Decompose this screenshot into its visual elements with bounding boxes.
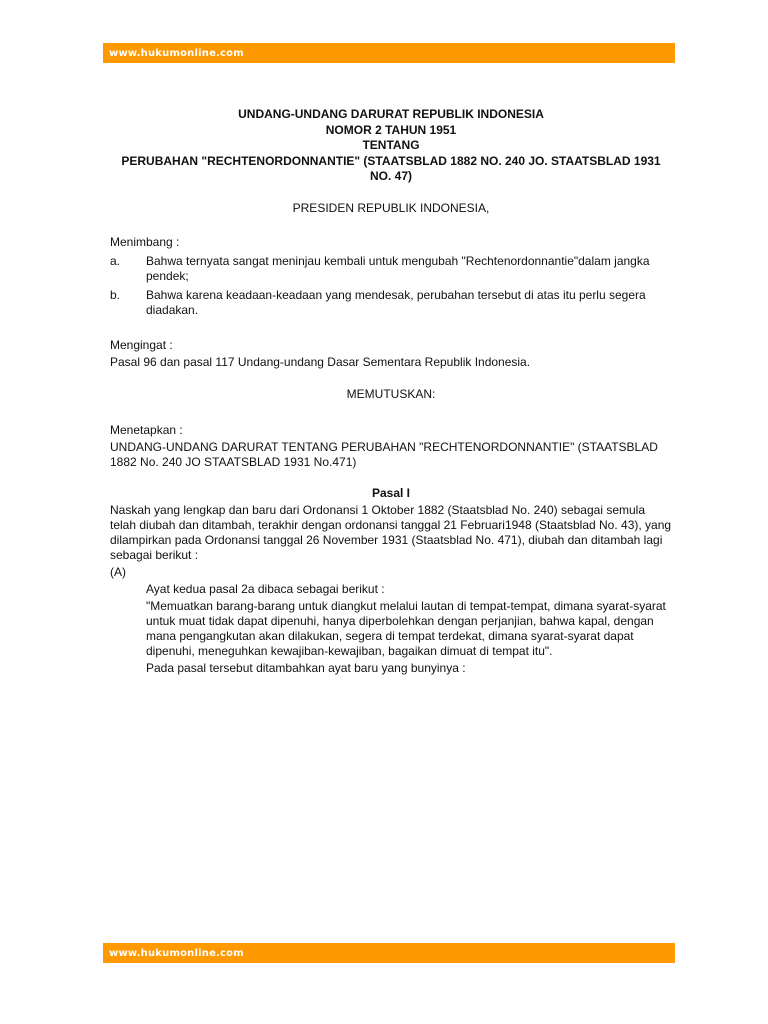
footer-bar — [103, 943, 675, 963]
item-marker: b. — [110, 287, 121, 302]
menetapkan-label: Menetapkan : — [110, 422, 183, 437]
title-line-2: NOMOR 2 TAHUN 1951 — [325, 122, 457, 137]
header-bar — [103, 43, 675, 63]
title-line-3: TENTANG — [362, 138, 420, 152]
footer-url[interactable]: www.hukumonline.com — [109, 948, 244, 959]
menetapkan-text: UNDANG-UNDANG DARURAT TENTANG PERUBAHAN "RECHTENORDONNANTIE" (STAATSBLAD 1882 No. 240 JO STAATSBLAD 1931 No.471) — [110, 439, 658, 469]
header-url[interactable]: www.hukumonline.com — [109, 48, 244, 59]
section-a-quote: "Memuatkan barang-barang untuk diangkut melalui lautan di tempat-tempat, dimana syarat-syarat untuk muat tidak dapat dipenuhi, hanya diperbolehkan dengan perjanjian, bahwa kapal, dengan mana pengangkutan akan dilakukan, segera di tempat terdekat, dimana syarat-syarat dapat dipenuhi, meneguhkan kewajiban-kewajiban, bagaikan dimuat di tempat itu". — [146, 598, 666, 658]
memutuskan-line: MEMUTUSKAN: — [346, 386, 436, 401]
menimbang-label: Menimbang : — [110, 234, 180, 249]
mengingat-text: Pasal 96 dan pasal 117 Undang-undang Dasar Sementara Republik Indonesia. — [110, 354, 531, 369]
section-a-label: (A) — [110, 564, 126, 579]
mengingat-label: Mengingat : — [110, 337, 173, 352]
pasal-1-title: Pasal I — [371, 485, 411, 500]
item-marker: a. — [110, 253, 121, 268]
title-line-1: UNDANG-UNDANG DARURAT REPUBLIK INDONESIA — [238, 107, 544, 121]
document-body — [110, 107, 672, 676]
item-text: Bahwa karena keadaan-keadaan yang mendesak, perubahan tersebut di atas itu perlu segera diadakan. — [146, 287, 646, 317]
menimbang-item-b — [110, 288, 672, 318]
section-a-line-3: Pada pasal tersebut ditambahkan ayat baru yang bunyinya : — [146, 660, 466, 675]
president-line: PRESIDEN REPUBLIK INDONESIA, — [292, 200, 490, 215]
pasal-1-intro: Naskah yang lengkap dan baru dari Ordonansi 1 Oktober 1882 (Staatsblad No. 240) sebagai semula telah diubah dan ditambah, terakhir dengan ordonansi tanggal 21 Februari1948 (Staatsblad No. 43), yang dilampirkan pada Ordonansi tanggal 26 November 1931 (Staatsblad No. 471), diubah dan ditambah lagi sebagai berikut : — [110, 502, 672, 562]
menimbang-item-a — [110, 254, 672, 284]
item-text: Bahwa ternyata sangat meninjau kembali untuk mengubah "Rechtenordonnantie"dalam jangka pendek; — [146, 253, 650, 283]
section-a-line-1: Ayat kedua pasal 2a dibaca sebagai berikut : — [146, 581, 385, 596]
title-line-4: PERUBAHAN "RECHTENORDONNANTIE" (STAATSBLAD 1882 NO. 240 JO. STAATSBLAD 1931 NO. 47) — [121, 153, 661, 183]
